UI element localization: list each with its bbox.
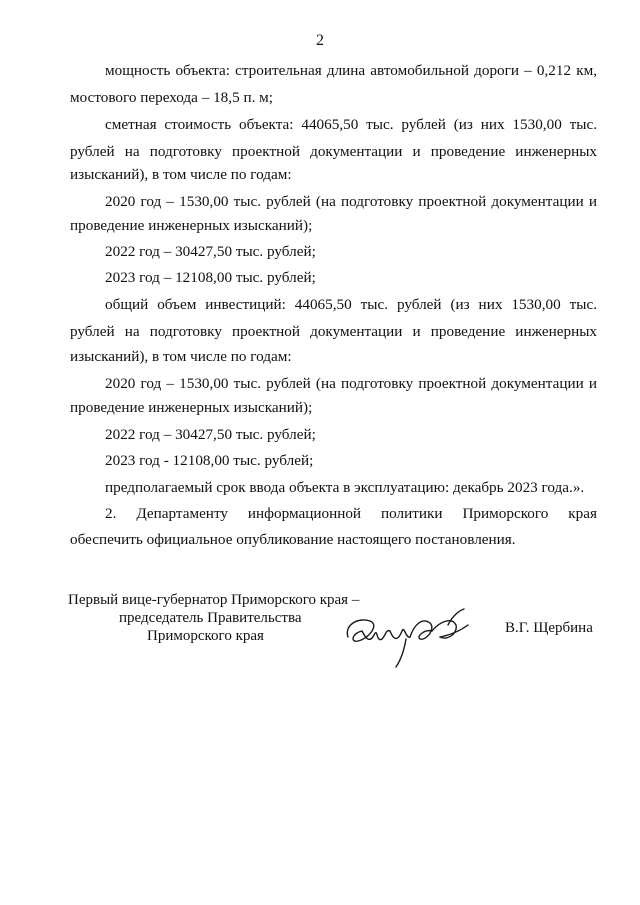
body-line-18: 2. Департаменту информационной политики Приморского края <box>105 505 597 522</box>
body-line-8: 2022 год – 30427,50 тыс. рублей; <box>105 243 316 260</box>
body-line-4: рублей на подготовку проектной документации и проведение инженерных <box>70 143 597 160</box>
body-line-6: 2020 год – 1530,00 тыс. рублей (на подготовку проектной документации и <box>105 193 597 210</box>
body-line-10: общий объем инвестиций: 44065,50 тыс. рублей (из них 1530,00 тыс. <box>105 296 597 313</box>
body-line-15: 2022 год – 30427,50 тыс. рублей; <box>105 426 316 443</box>
body-line-1: мощность объекта: строительная длина автомобильной дороги – 0,212 км, <box>105 62 597 79</box>
body-line-16: 2023 год - 12108,00 тыс. рублей; <box>105 452 314 469</box>
handwritten-signature <box>340 595 490 675</box>
signatory-title-line-1: Первый вице-губернатор Приморского края – <box>68 592 360 608</box>
body-line-17: предполагаемый срок ввода объекта в эксплуатацию: декабрь 2023 года.». <box>105 479 585 496</box>
body-line-7: проведение инженерных изысканий); <box>70 217 313 234</box>
signatory-title-line-2: председатель Правительства <box>119 610 302 626</box>
body-line-11: рублей на подготовку проектной документации и проведение инженерных <box>70 323 597 340</box>
body-line-14: проведение инженерных изысканий); <box>70 399 313 416</box>
body-line-19: обеспечить официальное опубликование настоящего постановления. <box>70 531 516 548</box>
body-line-9: 2023 год – 12108,00 тыс. рублей; <box>105 269 316 286</box>
body-line-12: изысканий), в том числе по годам: <box>70 348 292 365</box>
body-line-13: 2020 год – 1530,00 тыс. рублей (на подготовку проектной документации и <box>105 375 597 392</box>
body-line-2: мостового перехода – 18,5 п. м; <box>70 89 274 106</box>
page-number: 2 <box>316 32 324 49</box>
body-line-3: сметная стоимость объекта: 44065,50 тыс. рублей (из них 1530,00 тыс. <box>105 116 597 133</box>
signatory-name: В.Г. Щербина <box>505 620 593 636</box>
body-line-5: изысканий), в том числе по годам: <box>70 166 292 183</box>
signatory-title-line-3: Приморского края <box>147 628 264 644</box>
